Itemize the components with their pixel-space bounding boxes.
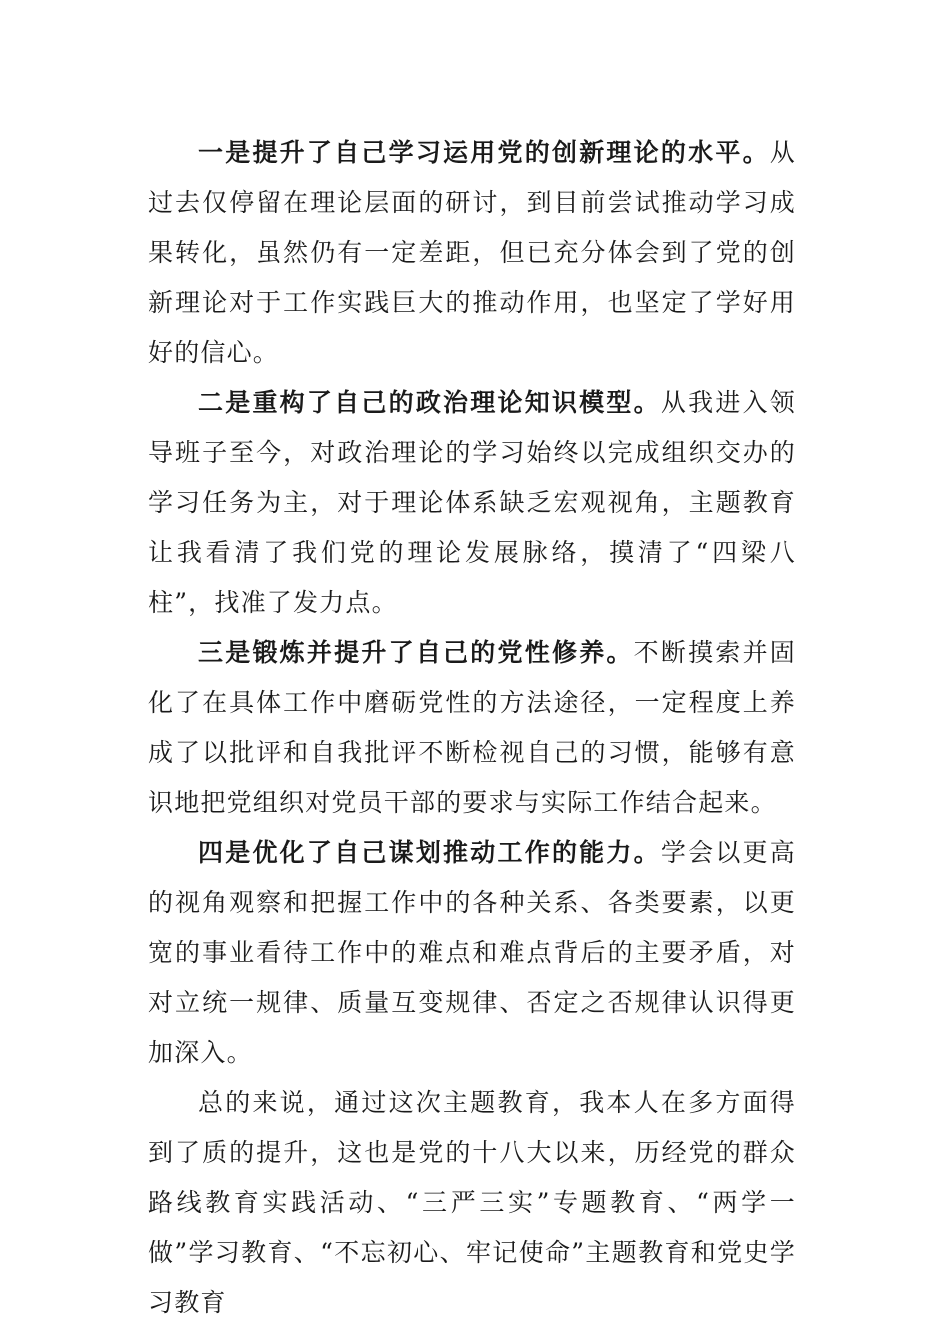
paragraph-2-lead: 二是重构了自己的政治理论知识模型。 (198, 388, 661, 417)
paragraph-1-body: 从过去仅停留在理论层面的研讨，到目前尝试推动学习成果转化，虽然仍有一定差距，但已充分体会到了党的创新理论对于工作实践巨大的推动作用，也坚定了学好用好的信心。 (148, 138, 796, 367)
paragraph-4 (148, 828, 796, 1078)
document-page (148, 128, 796, 1328)
paragraph-5 (148, 1078, 796, 1328)
paragraph-3 (148, 628, 796, 828)
paragraph-4-lead: 四是优化了自己谋划推动工作的能力。 (198, 838, 661, 867)
paragraph-1-lead: 一是提升了自己学习运用党的创新理论的水平。 (198, 138, 770, 167)
paragraph-4-body: 学会以更高的视角观察和把握工作中的各种关系、各类要素，以更宽的事业看待工作中的难点和难点背后的主要矛盾，对对立统一规律、质量互变规律、否定之否规律认识得更加深入。 (148, 838, 796, 1067)
paragraph-5-body: 总的来说，通过这次主题教育，我本人在多方面得到了质的提升，这也是党的十八大以来，历经党的群众路线教育实践活动、“三严三实”专题教育、“两学一做”学习教育、“不忘初心、牢记使命”主题教育和党史学习教育 (148, 1088, 796, 1317)
paragraph-3-body: 不断摸索并固化了在具体工作中磨砺党性的方法途径，一定程度上养成了以批评和自我批评不断检视自己的习惯，能够有意识地把党组织对党员干部的要求与实际工作结合起来。 (148, 638, 796, 817)
paragraph-2 (148, 378, 796, 628)
paragraph-2-body: 从我进入领导班子至今，对政治理论的学习始终以完成组织交办的学习任务为主，对于理论体系缺乏宏观视角，主题教育让我看清了我们党的理论发展脉络，摸清了“四梁八柱”，找准了发力点。 (148, 388, 796, 617)
paragraph-1 (148, 128, 796, 378)
paragraph-3-lead: 三是锻炼并提升了自己的党性修养。 (198, 638, 634, 667)
